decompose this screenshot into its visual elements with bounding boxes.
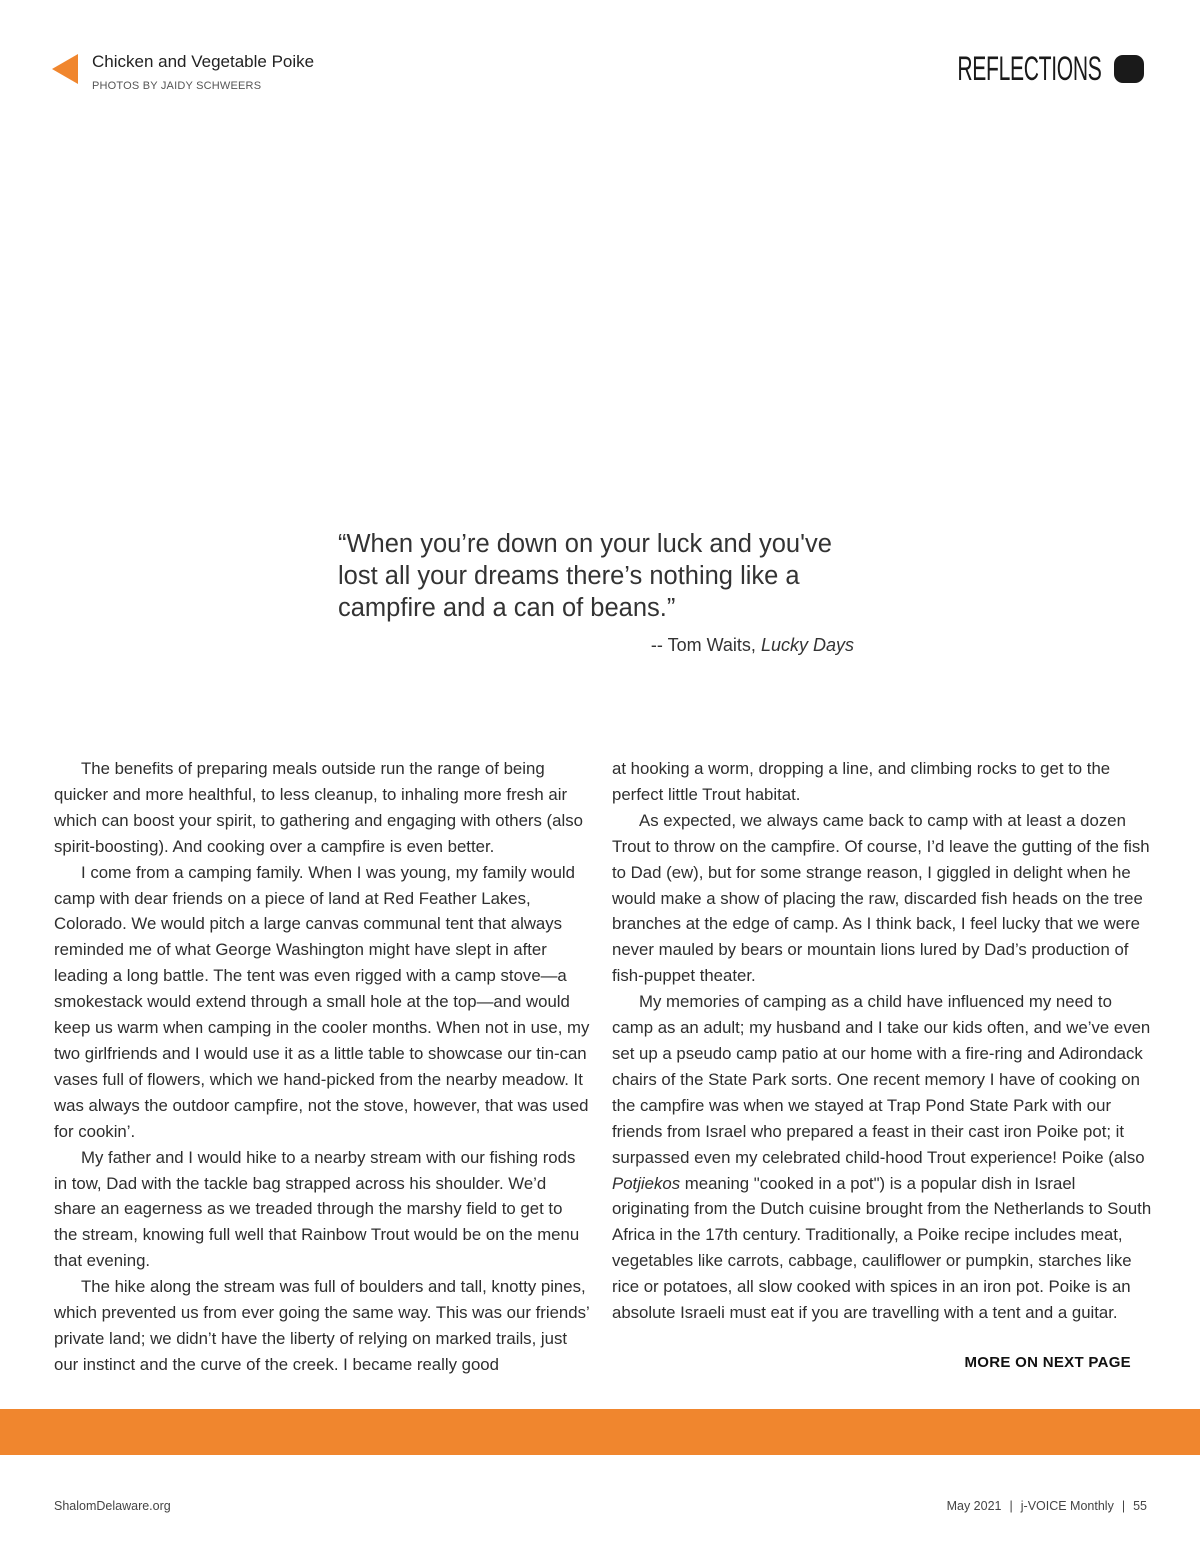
article-paragraph: at hooking a worm, dropping a line, and climbing rocks to get to the perfect little Trout habitat. [612,759,1111,804]
article-left-column [54,756,590,1378]
article-paragraph: As expected, we always came back to camp with at least a dozen Trout to throw on the campfire. Of course, I’d leave the gutting of the fish to Dad (ew), but for some strange reason, I giggled in delight when he would make a show of placing the raw, discarded fish heads on the tree branches at the edge of camp. As I think back, I feel lucky that we were never mauled by bears or mountain lions lured by Dad’s production of fish-puppet theater. [612,810,1150,986]
article-paragraph: The hike along the stream was full of boulders and tall, knotty pines, which prevented us from ever going the same way. This was our friends’ private land; we didn’t have the liberty of relying on marked trails, just our instinct and the curve of the creek. I became really good [54,1277,590,1374]
footer-separator: | [1009,1499,1013,1513]
article-right-column [612,756,1152,1326]
issue-date: May 2021 [946,1499,1002,1513]
footer-separator: | [1121,1499,1126,1513]
publication-name: j-VOICE Monthly [1020,1499,1114,1513]
page-number: 55 [1133,1499,1147,1513]
footer-site-link[interactable]: ShalomDelaware.org [54,1499,171,1513]
poike-term: Potjiekos [612,1173,681,1193]
footer-accent-band [0,1409,1200,1455]
photo-caption-title: Chicken and Vegetable Poike [92,52,315,71]
paragraph-text: meaning "cooked in a pot") is a popular dish in Israel originating from the Dutch cuisine brought from the Netherlands to South Africa in the 17th century. Traditionally, a Poike recipe includes meat, vegetables like carrots, cabbage, cauliflower or pumpkin, starches like rice or potatoes, all slow cooked with spices in an iron pot. Poike is an absolute Israeli must eat if you are travelling with a tent and a guitar. [612,1173,1152,1323]
photo-credit: PHOTOS BY JAIDY SCHWEERS [92,80,262,92]
article-paragraph [612,989,1152,1326]
pull-quote: “When you’re down on your luck and you've lost all your dreams there’s nothing like a campfire and a can of beans.” [338,530,832,622]
article-paragraph: The benefits of preparing meals outside run the range of being quicker and more healthful, to less cleanup, to inhaling more fresh air which can boost your spirit, to gathering and engaging with others (also spirit-boosting). And cooking over a campfire is even better. [54,759,583,856]
attribution-work: Lucky Days [760,635,854,655]
article-paragraph: I come from a camping family. When I was young, my family would camp with dear friends on a piece of land at Red Feather Lakes, Colorado. We would pitch a large canvas communal tent that always reminded me of what George Washington might have slept in after leading a long battle. The tent was even rigged with a camp stove—a smokestack would extend through a small hole at the top—and would keep us warm when camping in the cooler months. When not in use, my two girlfriends and I would use it as a little table to showcase our tin-can vases full of flowers, which we hand-picked from the nearby meadow. It was always the outdoor campfire, not the stove, however, that was used for cookin’. [54,862,590,1141]
section-marker-icon [1114,55,1144,83]
paragraph-text: My memories of camping as a child have influenced my need to camp as an adult; my husband and I take our kids often, and we’ve even set up a pseudo camp patio at our home with a fire-ring and Adirondack chairs of the State Park sorts. One recent memory I have of cooking on the campfire was when we stayed at Trap Pond State Park with our friends from Israel who prepared a feast in their cast iron Poike pot; it surpassed even my celebrated child-hood Trout experience! Poike (also [612,992,1151,1167]
attribution-author: -- Tom Waits, [650,635,756,655]
section-label: REFLECTIONS [957,50,1102,88]
more-on-next-page-link[interactable]: MORE ON NEXT PAGE [964,1354,1131,1371]
footer-issue-info [947,1499,1147,1513]
article-paragraph: My father and I would hike to a nearby stream with our fishing rods in tow, Dad with the tackle bag strapped across his shoulder. We’d share an eagerness as we treaded through the marshy field to get to the stream, knowing full well that Rainbow Trout would be on the menu that evening. [54,1147,580,1271]
caption-arrow-icon [52,54,78,84]
quote-attribution [651,635,854,656]
